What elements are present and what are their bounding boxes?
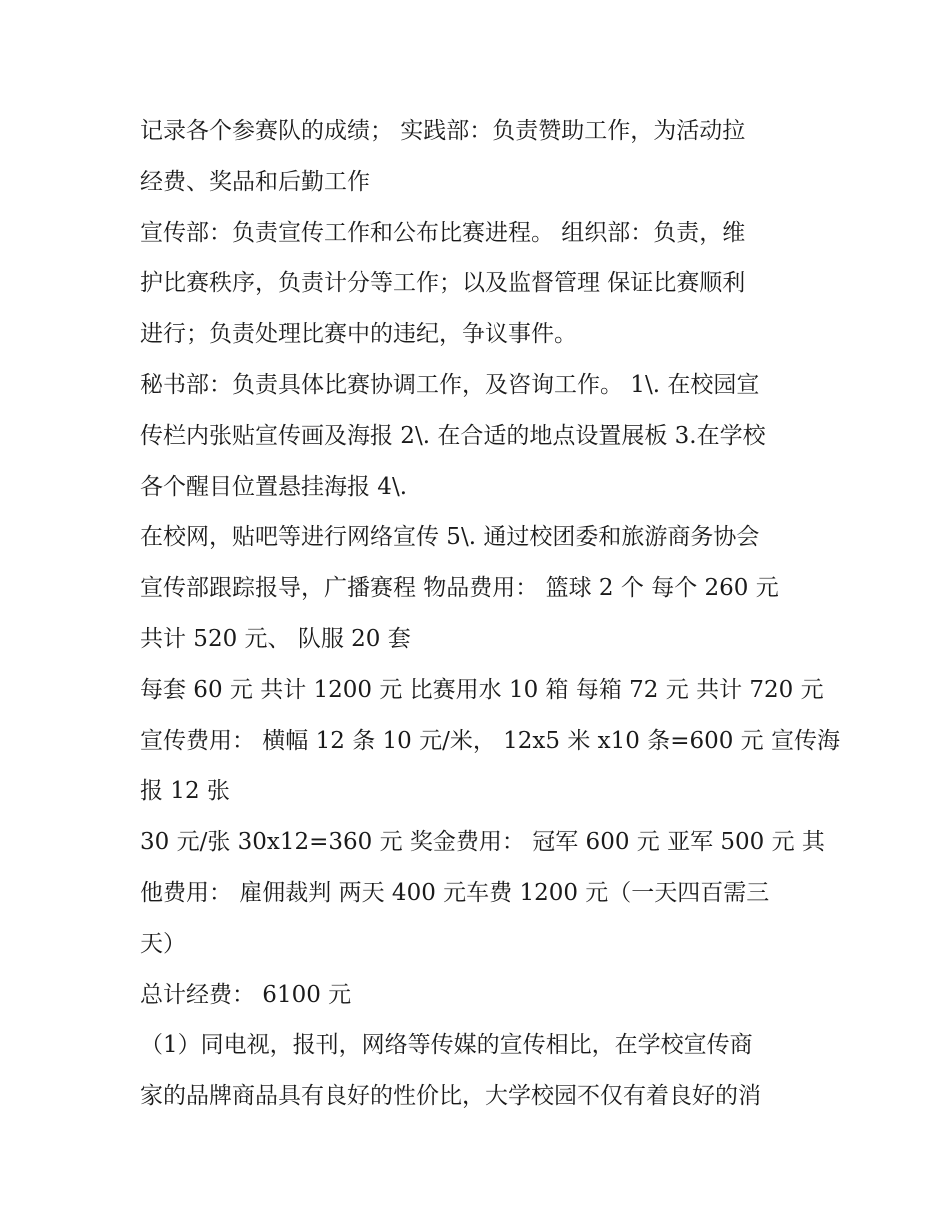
text-line: 经费、奖品和后勤工作 (140, 168, 370, 195)
text-line: 天） (140, 930, 186, 957)
text-line: 各个醒目位置悬挂海报 4\. (140, 473, 408, 500)
text-line: 30 元/张 30x12=360 元 奖金费用： 冠军 600 元 亚军 500 元 其 (140, 829, 825, 856)
text-line: 他费用： 雇佣裁判 两天 400 元车费 1200 元（一天四百需三 (140, 879, 770, 906)
text-line: 家的品牌商品具有良好的性价比，大学校园不仅有着良好的消 (140, 1083, 761, 1110)
text-line: （1）同电视，报刊，网络等传媒的宣传相比，在学校宣传商 (140, 1032, 753, 1059)
text-line: 宣传部跟踪报导，广播赛程 物品费用： 篮球 2 个 每个 260 元 (140, 575, 779, 602)
text-line: 每套 60 元 共计 1200 元 比赛用水 10 箱 每箱 72 元 共计 720 元 (140, 676, 824, 703)
text-line: 共计 520 元、 队服 20 套 (140, 625, 411, 652)
text-line: 进行；负责处理比赛中的违纪，争议事件。 (140, 321, 577, 348)
text-line: 护比赛秩序，负责计分等工作；以及监督管理 保证比赛顺利 (140, 270, 746, 297)
text-line: 宣传部：负责宣传工作和公布比赛进程。 组织部：负责，维 (140, 219, 746, 246)
text-line: 传栏内张贴宣传画及海报 2\. 在合适的地点设置展板 3.在学校 (140, 422, 766, 449)
document-body (140, 106, 840, 1122)
text-line: 报 12 张 (140, 778, 230, 805)
text-line: 记录各个参赛队的成绩； 实践部：负责赞助工作，为活动拉 (140, 118, 746, 144)
text-line: 秘书部：负责具体比赛协调工作，及咨询工作。 1\. 在校园宣 (140, 371, 760, 398)
text-line: 总计经费： 6100 元 (140, 981, 352, 1008)
text-line: 在校网，贴吧等进行网络宣传 5\. 通过校团委和旅游商务协会 (140, 524, 760, 551)
text-line: 宣传费用： 横幅 12 条 10 元/米， 12x5 米 x10 条=600 元 宣传海 (140, 727, 840, 754)
